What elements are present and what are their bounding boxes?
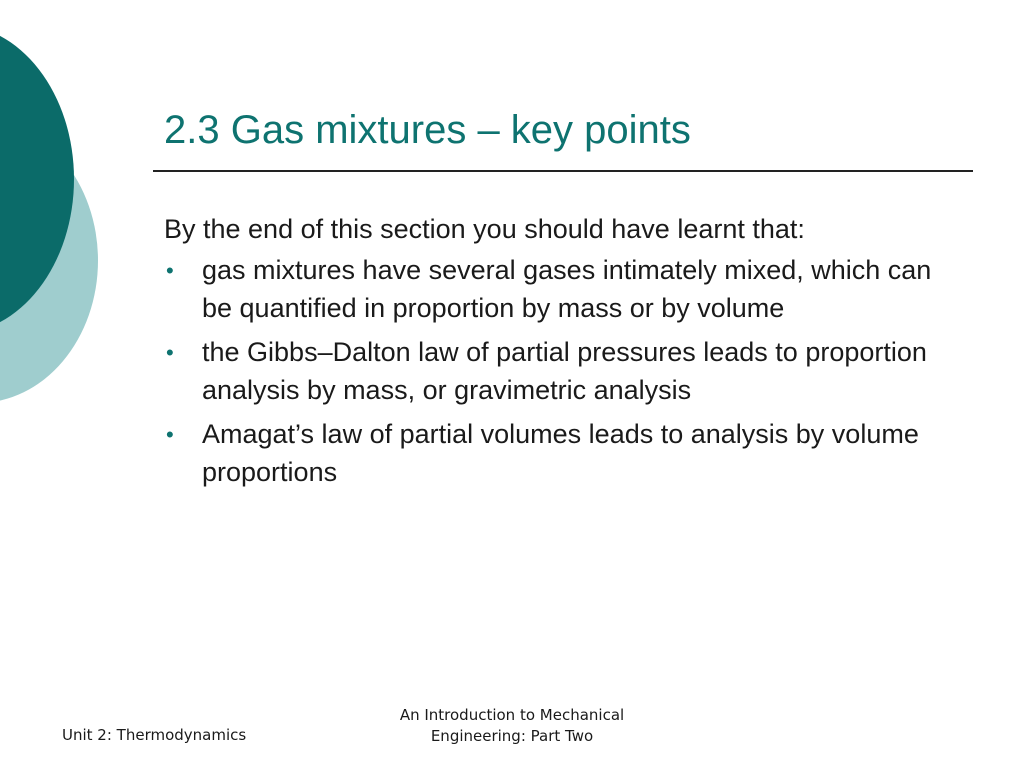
- title-divider: [153, 170, 973, 172]
- intro-text: By the end of this section you should have learnt that:: [164, 214, 805, 244]
- list-item: [164, 252, 964, 327]
- bullet-icon: •: [166, 340, 174, 365]
- bullet-text: the Gibbs–Dalton law of partial pressures leads to proportion analysis by mass, or gravimetric analysis: [202, 337, 927, 405]
- footer-course-title: [360, 705, 664, 747]
- footer-unit-label: Unit 2: Thermodynamics: [62, 726, 247, 744]
- footer-course-line2: Engineering: Part Two: [430, 727, 594, 745]
- slide-title: 2.3 Gas mixtures – key points: [164, 108, 691, 152]
- list-item: [164, 416, 964, 491]
- bullet-text: gas mixtures have several gases intimately mixed, which can be quantified in proportion by mass or by volume: [202, 255, 932, 323]
- bullet-icon: •: [166, 258, 174, 283]
- slide-content: [164, 210, 964, 498]
- key-points-list: [164, 252, 964, 491]
- bullet-icon: •: [166, 422, 174, 447]
- footer-course-line1: An Introduction to Mechanical: [399, 706, 625, 724]
- bullet-text: Amagat’s law of partial volumes leads to analysis by volume proportions: [202, 419, 919, 487]
- list-item: [164, 334, 964, 409]
